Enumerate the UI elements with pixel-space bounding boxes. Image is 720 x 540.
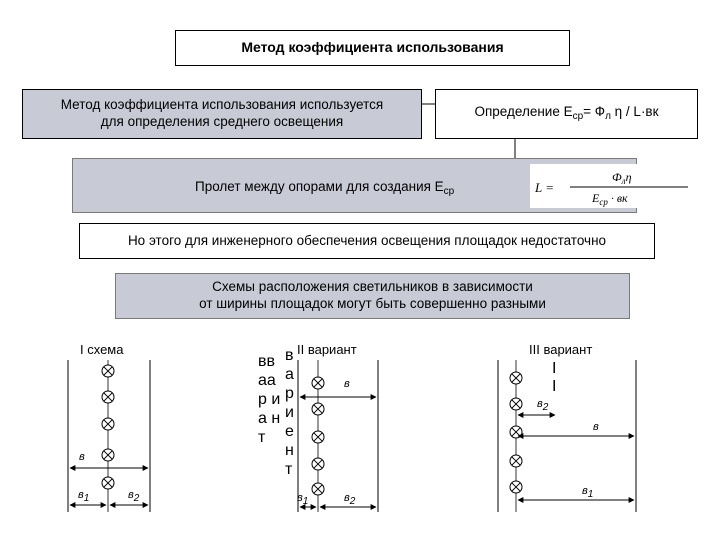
scheme-2-vertical-text-2: в а р и е н т — [285, 347, 294, 478]
definition-sub: ср — [572, 111, 584, 123]
lamp-icon — [312, 431, 324, 443]
scheme-3-b-label: в — [593, 421, 599, 433]
scheme-1-b1-label: в1 — [78, 489, 90, 504]
description-line-2: для определения среднего освещения — [100, 114, 344, 129]
lamp-icon — [312, 377, 324, 389]
definition-tail: η / L·вк — [610, 104, 659, 120]
scheme-2-vertical-text: вв аа р и а н т — [258, 353, 281, 446]
scheme-3-b1-label: в1 — [582, 485, 594, 500]
scheme-2-b1-label: в1 — [297, 492, 309, 507]
scheme-2-b2-label: в2 — [344, 492, 356, 507]
scheme-2-label: II вариант — [297, 342, 357, 357]
scheme-2-b-label: в — [344, 378, 350, 390]
scheme-3-label: III вариант — [529, 342, 593, 357]
lamp-icon — [312, 458, 324, 470]
scheme-3-drawing — [498, 360, 636, 512]
note-text: Но этого для инженерного обеспечения освещения площадок недостаточно — [127, 232, 607, 248]
lamp-icon — [102, 365, 114, 377]
page-title: Метод коэффициента использования — [241, 39, 504, 56]
formula-lhs: L = — [535, 180, 555, 195]
scheme-1-label: I схема — [80, 342, 124, 357]
description-line-1: Метод коэффициента использования используется — [60, 97, 384, 113]
lamp-icon — [102, 449, 114, 461]
lamp-icon — [102, 477, 114, 489]
formula-denominator: $E_{ср}$ · вк — [592, 191, 628, 207]
span-text-sub: ср — [443, 186, 455, 197]
lamp-icon — [312, 483, 324, 495]
lamp-icon — [102, 418, 114, 430]
schemes-line-2: от ширины площадок могут быть совершенно разными — [199, 296, 546, 311]
scheme-2-drawing — [298, 360, 378, 512]
lamp-icon — [510, 372, 522, 384]
scheme-3-b2-label: в2 — [537, 398, 549, 413]
definition-prefix: Определение E — [474, 104, 573, 120]
span-text-main: Пролет между опорами для создания E — [195, 179, 444, 194]
lamp-icon — [312, 403, 324, 415]
formula-numerator: $Ф_л\eta$ — [612, 170, 632, 186]
scheme-1-b-label: в — [79, 451, 85, 463]
lamp-icon — [102, 391, 114, 403]
definition-rest: = Ф — [583, 104, 606, 120]
lamp-icon — [510, 455, 522, 467]
definition-sub2: л — [605, 111, 611, 123]
lamp-icon — [510, 398, 522, 410]
lamp-icon — [510, 481, 522, 493]
scheme-3-vertical-marks: I I — [552, 360, 557, 395]
schemes-line-1: Схемы расположения светильников в зависимости — [212, 279, 533, 295]
scheme-1-b2-label: в2 — [128, 489, 140, 504]
